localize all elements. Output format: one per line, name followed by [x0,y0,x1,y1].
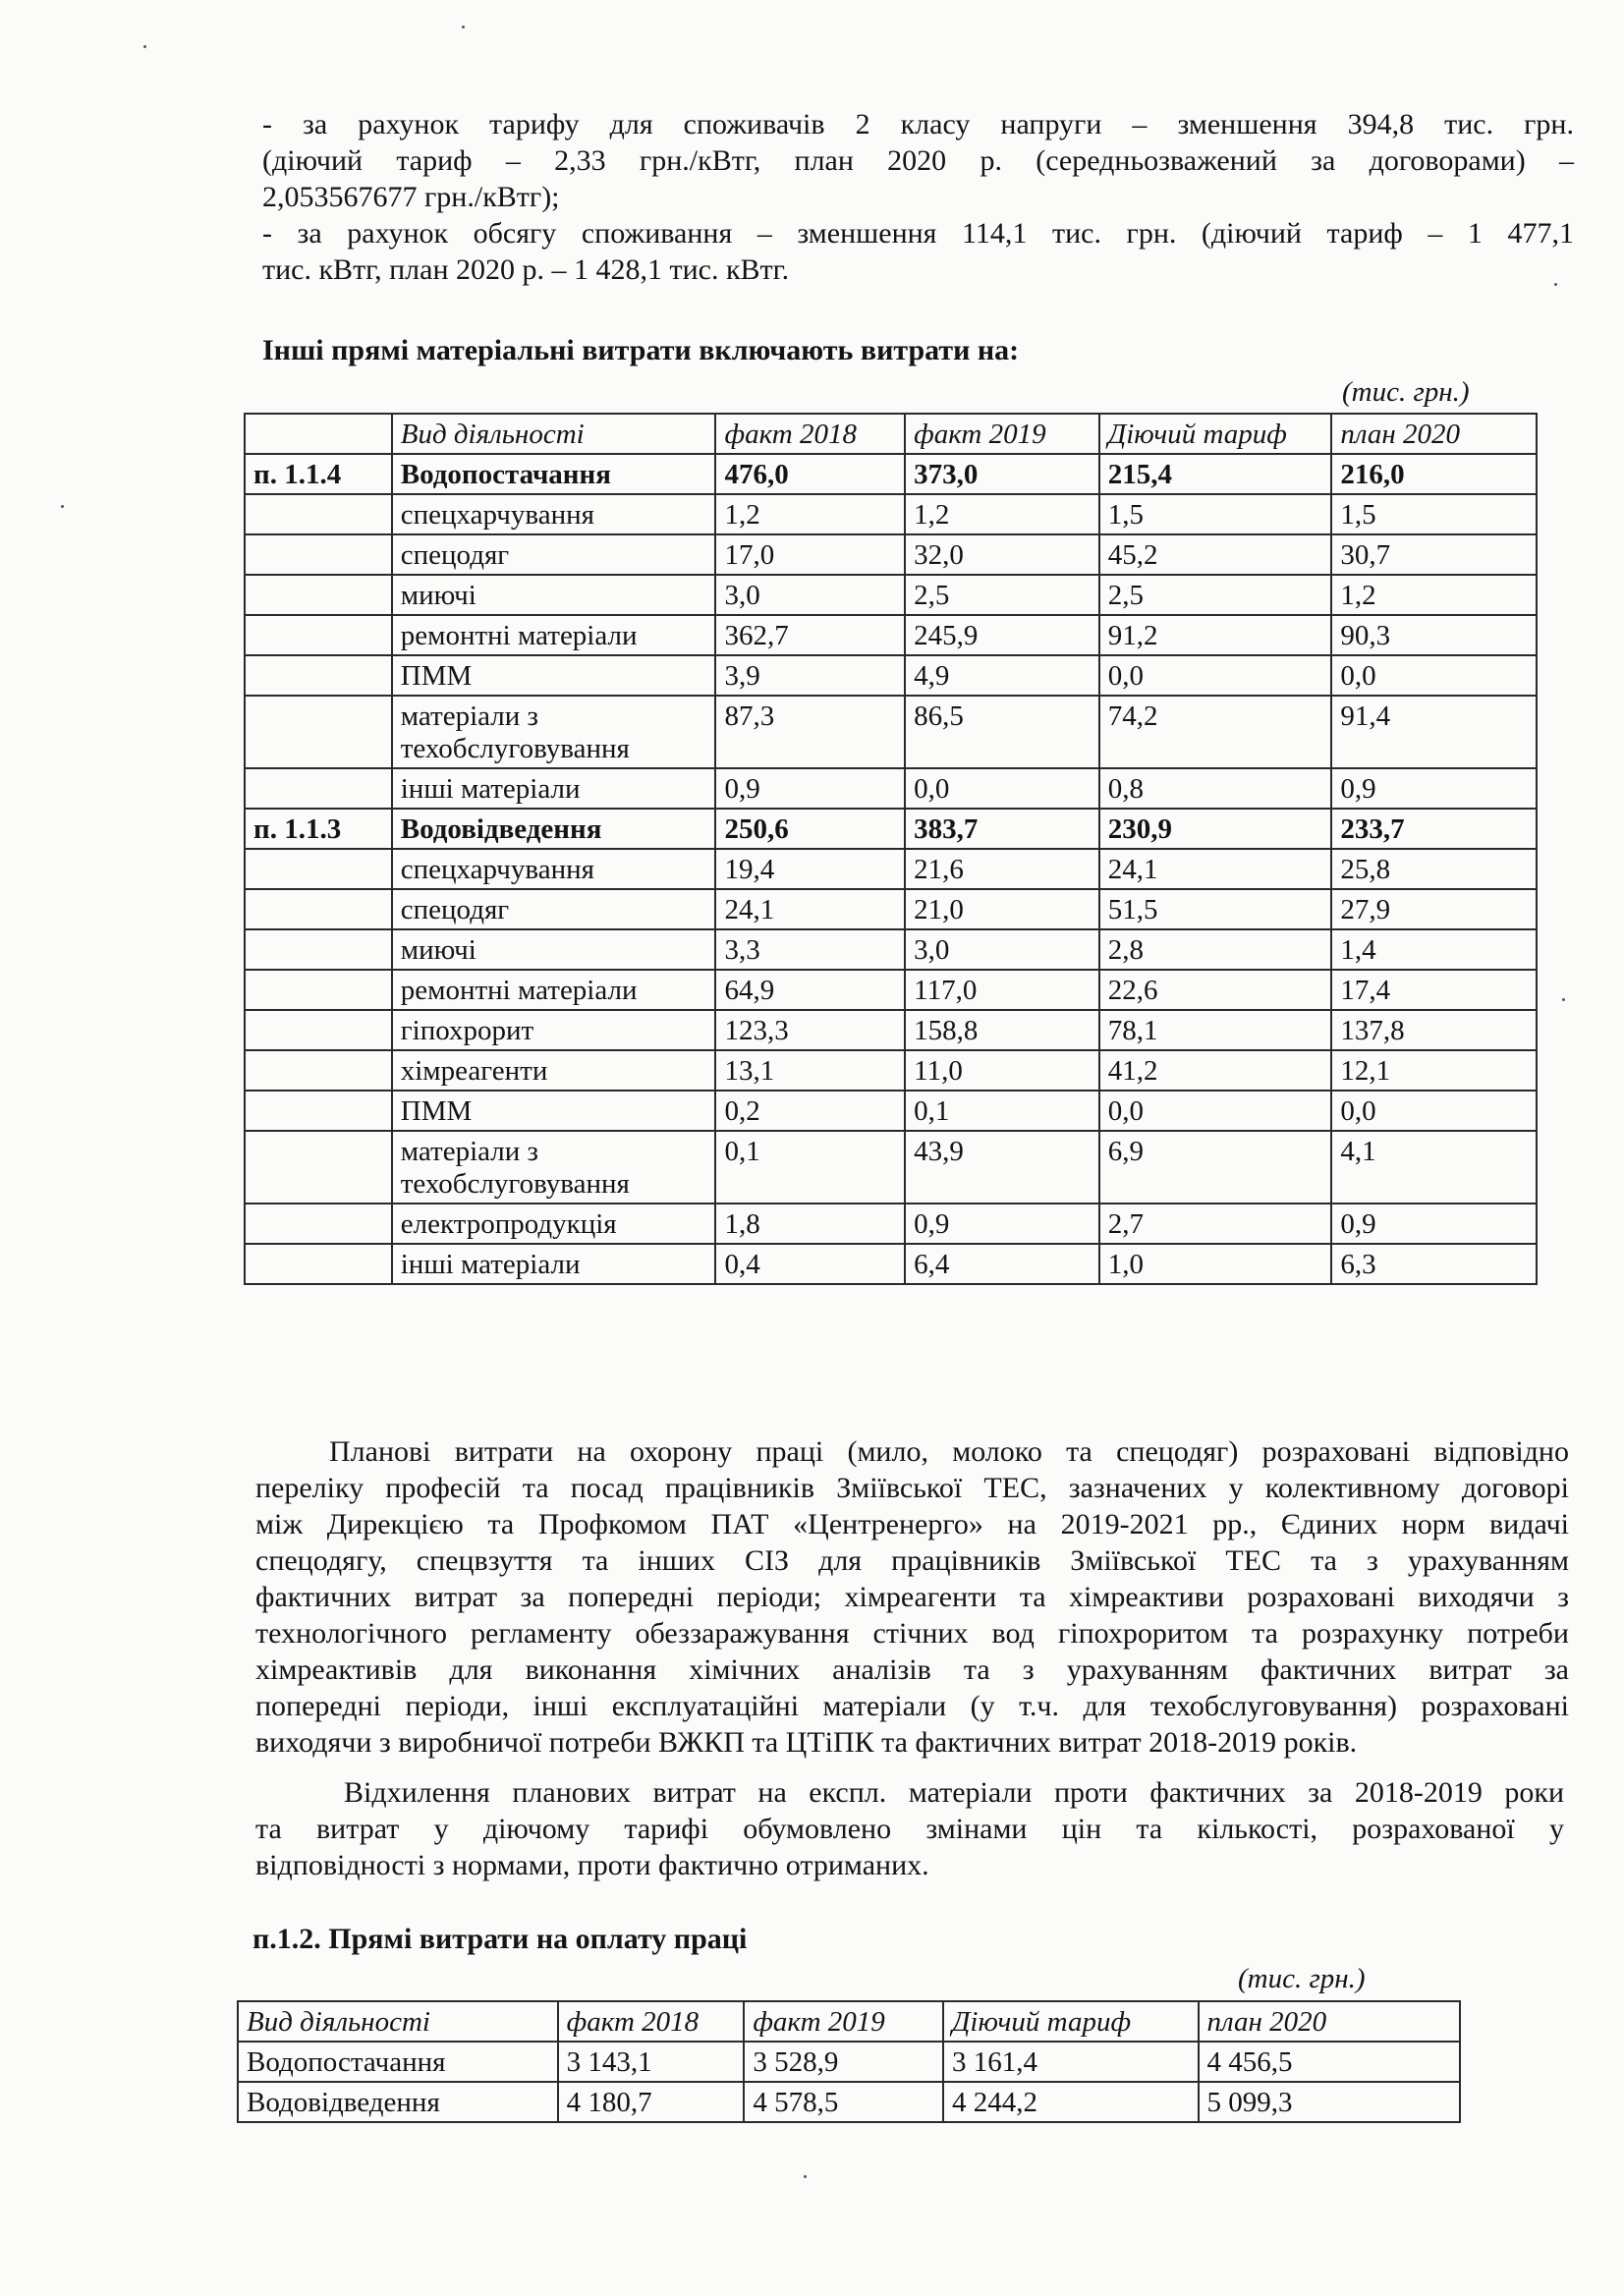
table-cell-name: спецодяг [392,534,716,575]
table-cell-plan: 0,0 [1331,1091,1537,1131]
table-row [245,889,1537,929]
table-cell-f2019: 86,5 [905,696,1099,768]
text-line: (діючий тариф – 2,33 грн./кВтг, план 2020 р. (середньозважений за договорами) – [262,144,1574,177]
table-cell-tariff: 78,1 [1099,1010,1332,1050]
text-line: фактичних витрат за попередні періоди; хімреагенти та хімреактиви розраховані виходячи з [255,1581,1569,1613]
table-row [245,575,1537,615]
table-cell-tariff: 0,0 [1099,1091,1332,1131]
table-cell-code [245,534,392,575]
table-cell-f2018: 3,9 [715,655,905,696]
table-cell-f2019: 21,6 [905,849,1099,889]
table-header-row [245,414,1537,454]
text-line: між Дирекцією та Профкомом ПАТ «Центренерго» на 2019-2021 рр., Єдиних норм видачі [255,1508,1569,1540]
table-cell-tariff: 4 244,2 [943,2082,1199,2122]
table-cell-f2018: 3 143,1 [558,2042,745,2082]
table-cell-f2018: 0,1 [715,1131,905,1204]
table-cell-plan: 91,4 [1331,696,1537,768]
table-cell-tariff: 22,6 [1099,970,1332,1010]
table-cell-f2019: 117,0 [905,970,1099,1010]
scan-speck [1562,998,1565,1001]
table-cell-f2018: 123,3 [715,1010,905,1050]
table-cell-code [245,1131,392,1204]
table-cell-plan: 1,2 [1331,575,1537,615]
table-cell-tariff: 1,0 [1099,1244,1332,1284]
table-section-row [245,809,1537,849]
table-row [245,849,1537,889]
table-cell-name: гіпохрорит [392,1010,716,1050]
text-line: - за рахунок обсягу споживання – зменшення 114,1 тис. грн. (діючий тариф – 1 477,1 [262,217,1574,250]
table-cell-f2019: 1,2 [905,494,1099,534]
table-cell-code [245,768,392,809]
table-cell-f2018: 476,0 [715,454,905,494]
paragraph-deviation [255,1774,1564,1883]
table-cell-plan: 0,9 [1331,768,1537,809]
table-row [238,2082,1460,2122]
table-row [238,2042,1460,2082]
table-cell-plan: 5 099,3 [1199,2082,1460,2122]
table-cell-f2019: 11,0 [905,1050,1099,1091]
table-cell-code: п. 1.1.3 [245,809,392,849]
table-cell-code [245,655,392,696]
table-cell-name: інші матеріали [392,768,716,809]
materials-table [244,413,1538,1285]
table-cell-code [245,929,392,970]
text-line: та витрат у діючому тарифі обумовлено змінами цін та кількості, розрахованої у [255,1813,1564,1845]
table-cell-name: Водовідведення [238,2082,558,2122]
table-cell-plan: 216,0 [1331,454,1537,494]
text-line: 2,053567677 грн./кВтг); [262,181,560,213]
table-cell-tariff: 1,5 [1099,494,1332,534]
table-cell-f2019: 158,8 [905,1010,1099,1050]
table-cell-f2018: 24,1 [715,889,905,929]
table-cell-f2018: 3,3 [715,929,905,970]
table-row [245,696,1537,768]
table-cell-f2019: 32,0 [905,534,1099,575]
table-cell-tariff: 74,2 [1099,696,1332,768]
section-title-labor: п.1.2. Прямі витрати на оплату праці [252,1923,748,1955]
scan-speck [804,2175,807,2178]
table-cell-code [245,615,392,655]
table-cell-tariff: 51,5 [1099,889,1332,929]
unit-label: (тис. грн.) [1238,1963,1366,1994]
table-row [245,1204,1537,1244]
table-cell-f2019: 0,9 [905,1204,1099,1244]
table-cell-f2018: 17,0 [715,534,905,575]
table-cell-tariff: 91,2 [1099,615,1332,655]
table-cell-plan: 6,3 [1331,1244,1537,1284]
table-cell-f2018: 87,3 [715,696,905,768]
text-line: Відхилення планових витрат на експл. матеріали проти фактичних за 2018-2019 роки [344,1776,1564,1809]
table-cell-name: хімреагенти [392,1050,716,1091]
table-cell-name: миючі [392,575,716,615]
table-cell-tariff: 2,5 [1099,575,1332,615]
table-cell-plan: 1,4 [1331,929,1537,970]
table-cell-code [245,494,392,534]
text-line: спецодягу, спецвзуття та інших СІЗ для працівників Зміївської ТЕС та з урахуванням [255,1544,1569,1577]
table-cell-name: матеріали з техобслуговування [392,696,716,768]
table-cell-f2018: 19,4 [715,849,905,889]
table-cell-name: миючі [392,929,716,970]
table-cell-f2018: 250,6 [715,809,905,849]
table-cell-code [245,889,392,929]
table-cell-plan: 4 456,5 [1199,2042,1460,2082]
header-cell: Вид діяльності [392,414,716,454]
header-cell: факт 2019 [744,2001,943,2042]
table-cell-plan: 90,3 [1331,615,1537,655]
intro-paragraph-volume [262,215,1574,288]
header-cell: план 2020 [1331,414,1537,454]
table-cell-name: ремонтні матеріали [392,970,716,1010]
table-cell-name: електропродукція [392,1204,716,1244]
table-cell-tariff: 0,0 [1099,655,1332,696]
table-cell-f2019: 4,9 [905,655,1099,696]
table-cell-tariff: 230,9 [1099,809,1332,849]
table-cell-code [245,849,392,889]
text-line: виходячи з виробничої потреби ВЖКП та ЦТіПК та фактичних витрат 2018-2019 років. [255,1726,1358,1759]
table-header-row [238,2001,1460,2042]
table-cell-f2018: 362,7 [715,615,905,655]
table-row [245,534,1537,575]
table-cell-tariff: 6,9 [1099,1131,1332,1204]
table-cell-code [245,1244,392,1284]
table-cell-f2018: 0,4 [715,1244,905,1284]
scan-speck [61,505,64,508]
table-cell-f2019: 0,0 [905,768,1099,809]
intro-paragraph-tariff [262,106,1574,215]
table-cell-f2018: 0,2 [715,1091,905,1131]
table-row [245,1050,1537,1091]
table-cell-tariff: 2,8 [1099,929,1332,970]
table-row [245,929,1537,970]
text-line: - за рахунок тарифу для споживачів 2 класу напруги – зменшення 394,8 тис. грн. [262,108,1574,140]
table-cell-code [245,970,392,1010]
scan-speck [1554,283,1557,286]
table-cell-tariff: 24,1 [1099,849,1332,889]
text-line: відповідності з нормами, проти фактично отриманих. [255,1849,929,1881]
table-cell-f2019: 21,0 [905,889,1099,929]
table-cell-f2019: 3,0 [905,929,1099,970]
table-cell-tariff: 45,2 [1099,534,1332,575]
section-title-materials: Інші прямі матеріальні витрати включають витрати на: [262,334,1020,366]
table-cell-name: ПММ [392,655,716,696]
table-cell-tariff: 215,4 [1099,454,1332,494]
table-cell-name: Водопостачання [392,454,716,494]
table-cell-plan: 1,5 [1331,494,1537,534]
table-cell-plan: 30,7 [1331,534,1537,575]
labor-cost-table [237,2000,1461,2123]
table-cell-f2018: 3,0 [715,575,905,615]
table-cell-name: спецодяг [392,889,716,929]
header-cell: факт 2018 [715,414,905,454]
table-cell-f2019: 43,9 [905,1131,1099,1204]
table-cell-name: спецхарчування [392,494,716,534]
table-cell-plan: 0,9 [1331,1204,1537,1244]
table-cell-code [245,696,392,768]
table-row [245,1244,1537,1284]
text-line: попередні періоди, інші експлуатаційні матеріали (у т.ч. для техобслуговування) розраховані [255,1690,1569,1722]
table-cell-code [245,1091,392,1131]
header-cell: Діючий тариф [943,2001,1199,2042]
table-cell-name: Водопостачання [238,2042,558,2082]
table-row [245,494,1537,534]
table-cell-plan: 0,0 [1331,655,1537,696]
table-cell-name: матеріали з техобслуговування [392,1131,716,1204]
table-cell-plan: 233,7 [1331,809,1537,849]
table-cell-code: п. 1.1.4 [245,454,392,494]
table-section-row [245,454,1537,494]
table-cell-f2019: 245,9 [905,615,1099,655]
paragraph-labor-protection [255,1433,1569,1761]
header-cell [245,414,392,454]
header-cell: факт 2019 [905,414,1099,454]
header-cell: факт 2018 [558,2001,745,2042]
table-cell-f2019: 4 578,5 [744,2082,943,2122]
text-line: Планові витрати на охорону праці (мило, молоко та спецодяг) розраховані відповідно [329,1435,1569,1468]
table-cell-tariff: 0,8 [1099,768,1332,809]
table-cell-name: ремонтні матеріали [392,615,716,655]
scan-speck [143,45,146,48]
text-line: технологічного регламенту обеззаражування стічних вод гіпохроритом та розрахунку потреби [255,1617,1569,1650]
table-cell-plan: 27,9 [1331,889,1537,929]
table-cell-plan: 4,1 [1331,1131,1537,1204]
table-cell-f2018: 64,9 [715,970,905,1010]
table-cell-f2019: 0,1 [905,1091,1099,1131]
text-line: хімреактивів для виконання хімічних аналізів та з урахуванням фактичних витрат за [255,1653,1569,1686]
table-cell-f2019: 383,7 [905,809,1099,849]
table-cell-name: спецхарчування [392,849,716,889]
table-cell-name: інші матеріали [392,1244,716,1284]
table-cell-f2019: 2,5 [905,575,1099,615]
table-cell-tariff: 3 161,4 [943,2042,1199,2082]
table-row [245,1010,1537,1050]
table-cell-f2018: 1,8 [715,1204,905,1244]
table-cell-f2019: 373,0 [905,454,1099,494]
header-cell: Діючий тариф [1099,414,1332,454]
table-cell-plan: 25,8 [1331,849,1537,889]
table-row [245,970,1537,1010]
text-line: тис. кВтг, план 2020 р. – 1 428,1 тис. кВтг. [262,253,790,286]
table-cell-code [245,1010,392,1050]
table-cell-tariff: 41,2 [1099,1050,1332,1091]
table-cell-plan: 137,8 [1331,1010,1537,1050]
table-row [245,615,1537,655]
table-cell-code [245,1050,392,1091]
table-row [245,1091,1537,1131]
header-cell: Вид діяльності [238,2001,558,2042]
table-row [245,768,1537,809]
table-row [245,655,1537,696]
header-cell: план 2020 [1199,2001,1460,2042]
unit-label: (тис. грн.) [1342,376,1470,408]
table-cell-f2018: 4 180,7 [558,2082,745,2122]
table-cell-name: Водовідведення [392,809,716,849]
table-cell-f2018: 0,9 [715,768,905,809]
table-row [245,1131,1537,1204]
table-cell-tariff: 2,7 [1099,1204,1332,1244]
table-cell-f2018: 13,1 [715,1050,905,1091]
table-cell-plan: 12,1 [1331,1050,1537,1091]
text-line: переліку професій та посад працівників Зміївської ТЕС, зазначених у колективному договорі [255,1472,1569,1504]
table-cell-f2019: 6,4 [905,1244,1099,1284]
table-cell-code [245,575,392,615]
table-cell-code [245,1204,392,1244]
table-cell-f2018: 1,2 [715,494,905,534]
scan-speck [462,26,465,28]
table-cell-f2019: 3 528,9 [744,2042,943,2082]
table-cell-name: ПММ [392,1091,716,1131]
table-cell-plan: 17,4 [1331,970,1537,1010]
